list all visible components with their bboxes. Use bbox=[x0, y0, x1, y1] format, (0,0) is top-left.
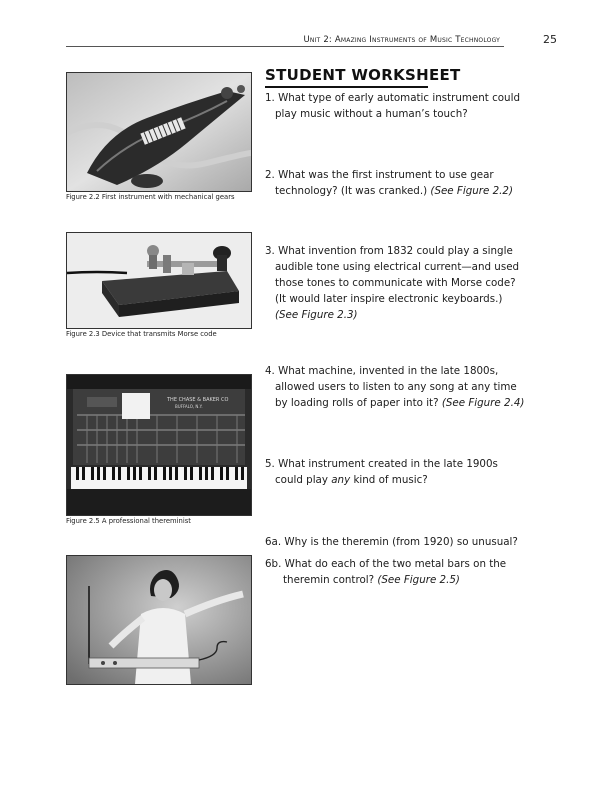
figure-2-4-caption: Figure 2.5 A professional thereminist bbox=[66, 517, 191, 525]
question-2-text: 2. What was the first instrument to use gear technology? (It was cranked.) bbox=[265, 169, 494, 197]
question-4 bbox=[265, 363, 527, 411]
question-6b-text: 6b. What do each of the two metal bars on the theremin control? bbox=[265, 558, 507, 586]
figure-2-5-thereminist-photo bbox=[66, 555, 252, 685]
figure-2-4-player-piano-photo bbox=[66, 374, 252, 516]
running-header: Unit 2: Amazing Instruments of Music Technology bbox=[303, 35, 500, 45]
piano-maker-city: BUFFALO, N.Y. bbox=[175, 404, 203, 409]
question-6a bbox=[265, 534, 535, 550]
question-6b bbox=[265, 556, 535, 588]
figure-2-2-hurdy-gurdy-photo bbox=[66, 72, 252, 192]
question-5 bbox=[265, 456, 527, 488]
question-5-emphasis: any bbox=[331, 474, 351, 486]
question-6a-text: 6a. Why is the theremin (from 1920) so unusual? bbox=[265, 536, 518, 548]
question-3-figure-ref: (See Figure 2.3) bbox=[275, 309, 358, 321]
header-rule bbox=[66, 46, 504, 47]
question-1 bbox=[265, 90, 527, 122]
question-6b-figure-ref: (See Figure 2.5) bbox=[377, 574, 460, 586]
figure-2-2-caption: Figure 2.2 First instrument with mechanical gears bbox=[66, 193, 235, 201]
question-5-text-start: 5. What instrument created in the late 1900s could play bbox=[265, 458, 498, 486]
question-3-text: 3. What invention from 1832 could play a single audible tone using electrical current—and used those tones to communicate with Morse code? (It would later inspire electronic keyboards.) bbox=[265, 245, 520, 305]
figure-2-3-telegraph-key-photo bbox=[66, 232, 252, 329]
title-underline bbox=[265, 86, 428, 88]
worksheet-title: STUDENT WORKSHEET bbox=[265, 66, 461, 84]
question-4-text: 4. What machine, invented in the late 1800s, allowed users to listen to any song at any time by loading rolls of paper into it? bbox=[265, 365, 517, 409]
figure-2-3-caption: Figure 2.3 Device that transmits Morse code bbox=[66, 330, 217, 338]
question-4-figure-ref: (See Figure 2.4) bbox=[441, 397, 525, 409]
question-2 bbox=[265, 167, 527, 199]
question-1-text: 1. What type of early automatic instrument could play music without a human’s touch? bbox=[265, 92, 520, 120]
question-5-text-end: kind of music? bbox=[350, 474, 428, 486]
question-3 bbox=[265, 243, 527, 323]
page-number: 25 bbox=[543, 33, 557, 46]
piano-maker-name: THE CHASE & BAKER CO bbox=[167, 397, 229, 403]
question-2-figure-ref: (See Figure 2.2) bbox=[430, 185, 513, 197]
